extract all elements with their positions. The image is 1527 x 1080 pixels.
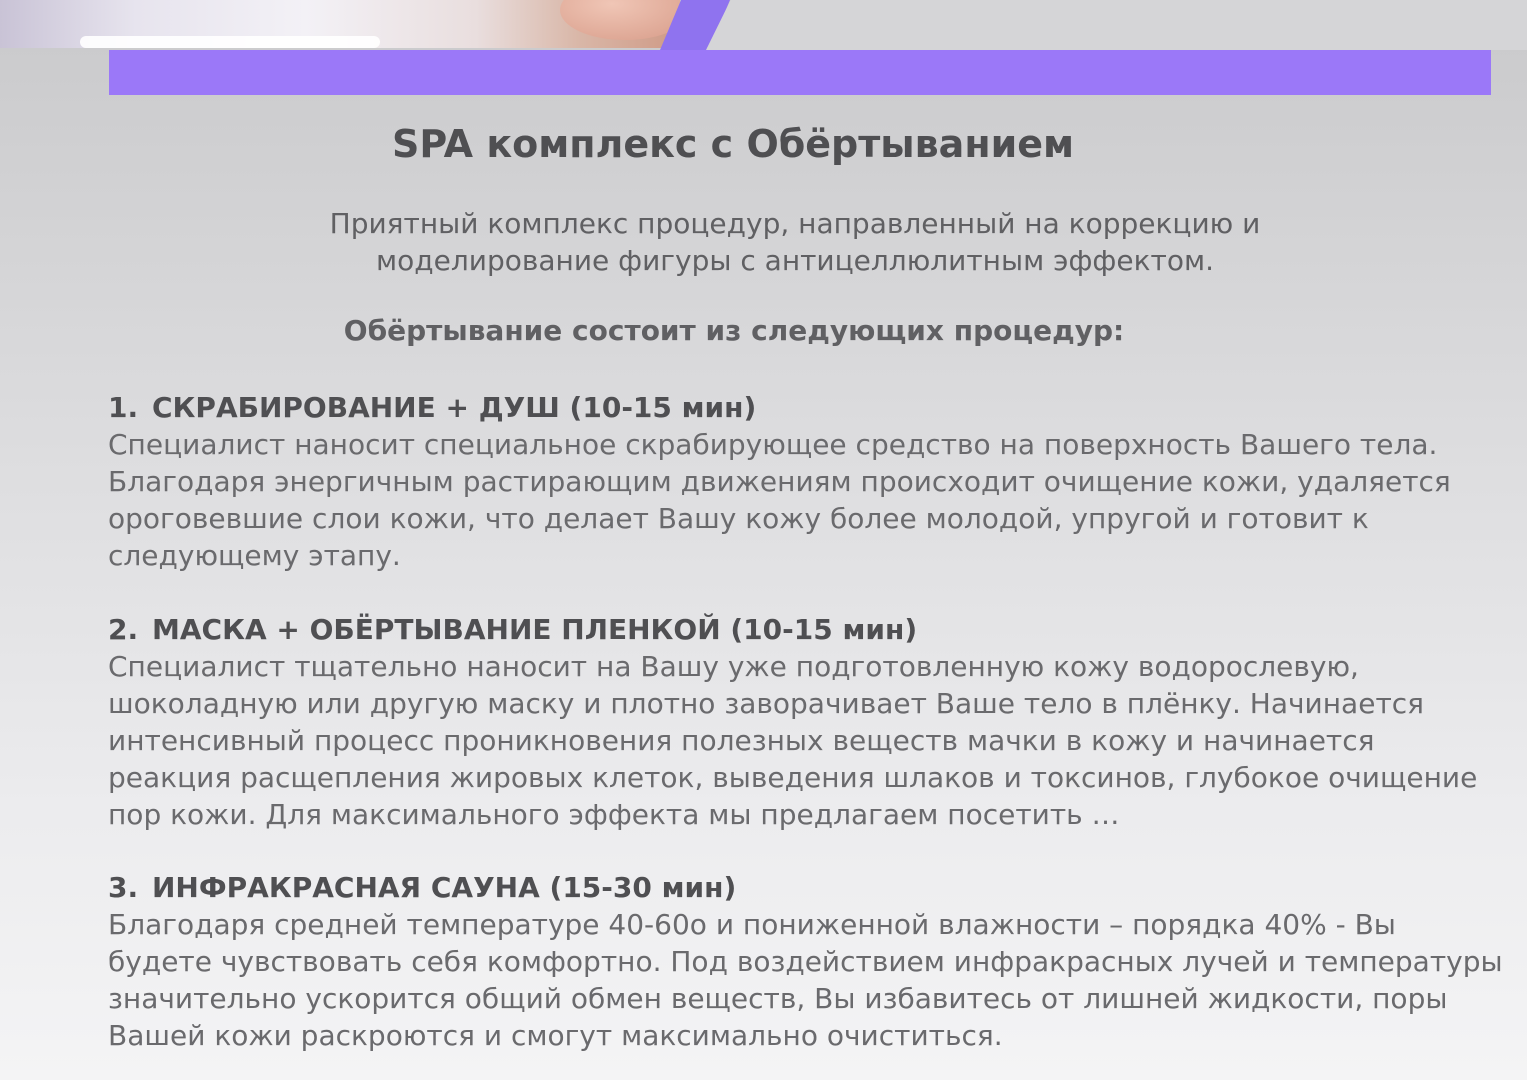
towel-shape [80, 36, 380, 48]
spa-photo [0, 0, 680, 48]
procedure-description: Специалист тщательно наносит на Вашу уже подготовленную кожу водорослевую, шоколадную или другую маску и плотно заворачивает Ваше тело в плёнку. Начинается интенсивный процесс проникновения полезных веществ мачки в кожу и начинается реакция расщепления жировых клеток, выведения шлаков и токсинов, глубокое очищение пор кожи. Для максимального эффекта мы предлагаем посетить … [108, 650, 1478, 831]
procedure-number: 3. [108, 871, 139, 904]
procedure-section-2 [108, 611, 1503, 833]
procedure-title-text: СКРАБИРОВАНИЕ + ДУШ (10-15 мин) [152, 391, 757, 424]
page-title: SPA комплекс с Обёртыванием [391, 122, 1075, 166]
header-purple-bar [109, 50, 1491, 95]
procedure-description: Благодаря средней температуре 40-60о и пониженной влажности – порядка 40% - Вы будете чувствовать себя комфортно. Под воздействием инфракрасных лучей и температуры значительно ускорится общий обмен веществ, Вы избавитесь от лишней жидкости, поры Вашей кожи раскроются и смогут максимально очиститься. [108, 908, 1503, 1052]
procedure-section-3 [108, 869, 1503, 1054]
procedure-number: 1. [108, 391, 139, 424]
procedures-subheading: Обёртывание состоит из следующих процедур: [343, 314, 1125, 347]
header-gray-panel [706, 0, 1527, 50]
procedure-title [108, 389, 1503, 426]
hand-shape [560, 0, 680, 40]
procedure-title-text: МАСКА + ОБЁРТЫВАНИЕ ПЛЕНКОЙ (10-15 мин) [152, 613, 918, 646]
intro-text: Приятный комплекс процедур, направленный на коррекцию и моделирование фигуры с антицеллюлитным эффектом. [329, 207, 1261, 277]
procedure-title-text: ИНФРАКРАСНАЯ САУНА (15-30 мин) [152, 871, 737, 904]
procedure-title [108, 869, 1503, 906]
procedure-number: 2. [108, 613, 139, 646]
procedure-description: Специалист наносит специальное скрабирующее средство на поверхность Вашего тела. Благодаря энергичным растирающим движениям происходит очищение кожи, удаляется ороговевшие слои кожи, что делает Вашу кожу более молодой, упругой и готовит к следующему этапу. [108, 428, 1451, 572]
procedure-section-1 [108, 389, 1503, 574]
procedure-title [108, 611, 1503, 648]
